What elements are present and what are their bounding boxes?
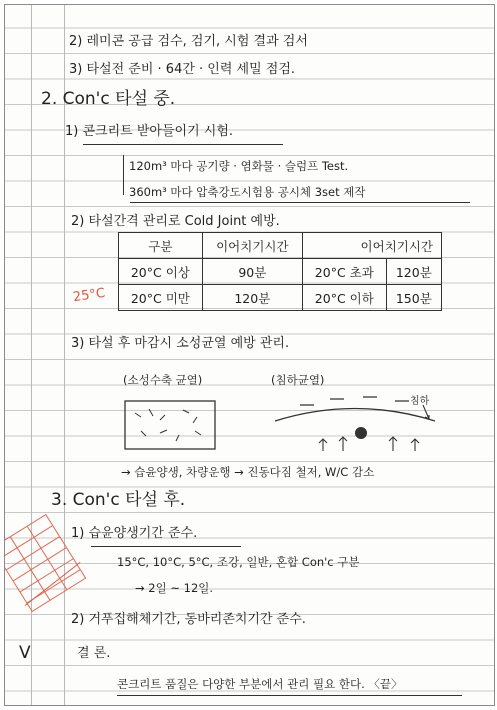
table-cell: 90분 xyxy=(202,259,302,285)
underline-360 xyxy=(130,202,470,203)
notebook-page xyxy=(4,4,495,706)
table-cell: 150분 xyxy=(386,285,441,311)
section-2-heading: 2. Con'c 타설 중. xyxy=(41,89,176,109)
underline-3-1 xyxy=(91,546,241,547)
bracket-bar xyxy=(123,155,124,195)
table-header-cell: 이어치기시간 xyxy=(202,233,302,259)
margin-line-inner xyxy=(64,5,65,705)
table-header-cell: 구분 xyxy=(119,233,203,259)
table-cell: 20°C 이하 xyxy=(302,285,386,311)
margin-note-25c: 25°C xyxy=(72,285,107,306)
section-3-1-title: 1) 습윤양생기간 준수. xyxy=(71,526,198,541)
section-2-1-title: 1) 콘크리트 받아들이기 시험. xyxy=(65,124,234,139)
section-2-2-title: 2) 타설간격 관리로 Cold Joint 예방. xyxy=(71,214,280,229)
section-2-3-title: 3) 타설 후 마감시 소성균열 예방 관리. xyxy=(71,336,290,351)
table-cell: 120분 xyxy=(202,285,302,311)
underline-conclusion xyxy=(117,695,462,696)
crack-sketch-figure xyxy=(105,391,465,461)
curing-conditions: 15°C, 10°C, 5°C, 조강, 일반, 혼합 Con'c 구분 xyxy=(117,555,360,569)
table-cell: 20°C 초과 xyxy=(302,259,386,285)
table-header-cell: 이어치기시간 xyxy=(302,233,441,259)
section-3-heading: 3. Con'c 타설 후. xyxy=(51,490,186,510)
conclusion-text: 콘크리트 품질은 다양한 부분에서 관리 필요 한다. 〈끝〉 xyxy=(117,677,403,691)
section-5-heading: 결 론. xyxy=(77,646,111,661)
item-3-text: 3) 타설전 준비 · 64간 · 인력 세밀 점검. xyxy=(69,62,296,77)
plastic-shrinkage-crack-label: (소성수축 균열) xyxy=(123,373,203,387)
table-cell: 20°C 미만 xyxy=(119,285,203,311)
table-row xyxy=(119,285,442,311)
table-row xyxy=(119,259,442,285)
table-header-row xyxy=(119,233,442,259)
section-3-2-title: 2) 거푸집해체기간, 동바리존치기간 준수. xyxy=(71,612,306,627)
table-cell: 20°C 이상 xyxy=(119,259,203,285)
underline-2-1 xyxy=(83,144,283,145)
joint-interval-table xyxy=(118,232,442,311)
settlement-arrow-label: 침하 xyxy=(410,396,430,407)
table-cell: 120분 xyxy=(386,259,441,285)
crack-countermeasures: → 습윤양생, 차량운행 → 진동다짐 철저, W/C 감소 xyxy=(121,465,375,479)
test-rule-120: 120m³ 마다 공기량 · 염화물 · 슬럼프 Test. xyxy=(129,159,349,173)
settlement-crack-label: (침하균열) xyxy=(271,373,325,387)
section-5-numeral: V xyxy=(19,643,31,663)
test-rule-360: 360m³ 마다 압축강도시험용 공시체 3set 제작 xyxy=(129,185,366,199)
item-2-text: 2) 레미콘 공급 검수, 검기, 시험 결과 검서 xyxy=(69,34,308,49)
curing-period: → 2일 ~ 12일. xyxy=(135,581,214,595)
